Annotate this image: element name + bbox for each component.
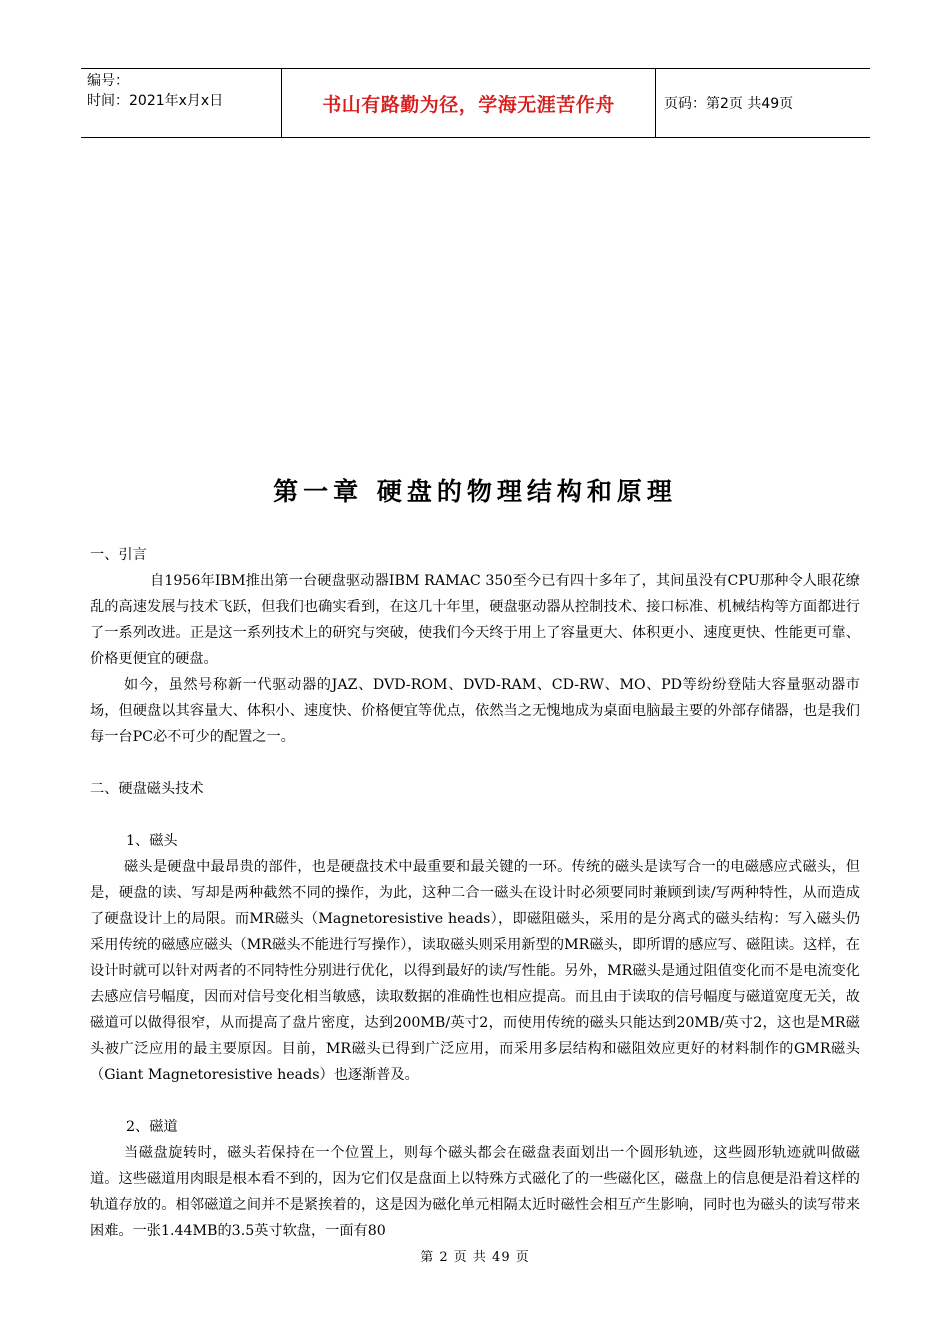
paragraph: 磁头是硬盘中最昂贵的部件，也是硬盘技术中最重要和最关键的一环。传统的磁头是读写合一的电磁感应式磁头，但是，硬盘的读、写却是两种截然不同的操作，为此，这种二合一磁头在设计时必须要同时兼顾到读/写两种特性，从而造成了硬盘设计上的局限。而MR磁头（Magnetoresistive heads），即磁阻磁头，采用的是分离式的磁头结构：写入磁头仍采用传统的磁感应磁头（MR磁头不能进行写操作），读取磁头则采用新型的MR磁头，即所谓的感应写、磁阻读。这样，在设计时就可以针对两者的不同特性分别进行优化，以得到最好的读/写性能。另外，MR磁头是通过阻值变化而不是电流变化去感应信号幅度，因而对信号变化相当敏感，读取数据的准确性也相应提高。而且由于读取的信号幅度与磁道宽度无关，故磁道可以做得很窄，从而提高了盘片密度，达到200MB/英寸2，而使用传统的磁头只能达到20MB/英寸2，这也是MR磁头被广泛应用的最主要原因。目前，MR磁头已得到广泛应用，而采用多层结构和磁阻效应更好的材料制作的GMR磁头（Giant Magnetoresistive heads）也逐渐普及。 bbox=[90, 859, 860, 1083]
header-motto: 书山有路勤为径，学海无涯苦作舟 bbox=[282, 69, 656, 137]
chapter-title: 第一章 硬盘的物理结构和原理 bbox=[273, 477, 677, 506]
section-heading-head-tech: 二、硬盘磁头技术 bbox=[90, 781, 204, 797]
section-heading-intro: 一、引言 bbox=[90, 547, 147, 563]
number-label: 编号： bbox=[87, 73, 129, 89]
paragraph: 如今，虽然号称新一代驱动器的JAZ、DVD-ROM、DVD-RAM、CD-RW、MO、PD等纷纷登陆大容量驱动器市场，但硬盘以其容量大、体积小、速度快、价格便宜等优点，依然当之无愧地成为桌面电脑最主要的外部存储器，也是我们每一台PC必不可少的配置之一。 bbox=[90, 677, 860, 745]
date-label: 时间：2021年x月x日 bbox=[87, 93, 224, 109]
header-left-cell bbox=[81, 69, 282, 137]
page-header bbox=[81, 68, 870, 138]
paragraph: 当磁盘旋转时，磁头若保持在一个位置上，则每个磁头都会在磁盘表面划出一个圆形轨迹，这些圆形轨迹就叫做磁道。这些磁道用肉眼是根本看不到的，因为它们仅是盘面上以特殊方式磁化了的一些磁化区，磁盘上的信息便是沿着这样的轨道存放的。相邻磁道之间并不是紧挨着的，这是因为磁化单元相隔太近时磁性会相互产生影响，同时也为磁头的读写带来困难。一张1.44MB的3.5英寸软盘，一面有80 bbox=[90, 1145, 860, 1239]
document-body bbox=[90, 542, 860, 1244]
header-page-code: 页码：第2页 共49页 bbox=[664, 96, 794, 112]
paragraph: 自1956年IBM推出第一台硬盘驱动器IBM RAMAC 350至今已有四十多年了，其间虽没有CPU那种令人眼花缭乱的高速发展与技术飞跃，但我们也确实看到，在这几十年里，硬盘驱动器从控制技术、接口标准、机械结构等方面都进行了一系列改进。正是这一系列技术上的研究与突破，使我们今天终于用上了容量更大、体积更小、速度更快、性能更可靠、价格更便宜的硬盘。 bbox=[90, 573, 860, 667]
subsection-heading-track: 2、磁道 bbox=[126, 1119, 178, 1135]
page-footer: 第 2 页 共 49 页 bbox=[420, 1250, 530, 1265]
subsection-heading-head: 1、磁头 bbox=[126, 833, 178, 849]
